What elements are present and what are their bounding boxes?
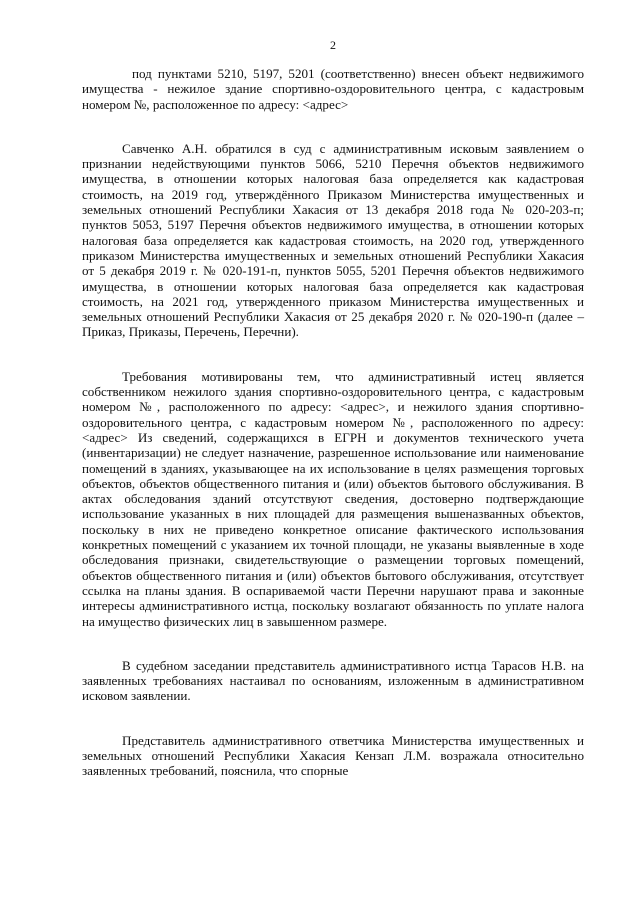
paragraph-claim: Савченко А.Н. обратился в суд с административным исковым заявлением о признании недействующими пунктов 5066, 5210 Перечня объектов недвижимого имущества, в отношении которых налоговая база определяется как кадастровая стоимость, на 2019 год, утверждённого Приказом Министерства имущественных и земельных отношений Республики Хакасия от 13 декабря 2018 года № 020-203-п; пунктов 5053, 5197 Перечня объектов недвижимого имущества, в отношении которых налоговая база определяется как кадастровая стоимость, на 2020 год, утвержденного приказом Министерства имущественных и земельных отношений Республики Хакасия от 5 декабря 2019 г. № 020-191-п, пунктов 5055, 5201 Перечня объектов недвижимого имущества, в отношении которых налоговая база определяется как кадастровая стоимость, на 2021 год, утвержденного приказом Министерства имущественных и земельных отношений Республики Хакасия от 25 декабря 2020 г. № 020-190-п (далее – Приказ, Приказы, Перечень, Перечни). (82, 140, 584, 340)
page-number: 2 (330, 38, 336, 52)
paragraph-defendant-representative: Представитель административного ответчика Министерства имущественных и земельных отношений Республики Хакасия Кензап Л.М. возражала относительно заявленных требований, пояснила, что спорные (82, 732, 584, 779)
paragraph-grounds: Требования мотивированы тем, что административный истец является собственником нежилого здания спортивно-оздоровительного центра, с кадастровым номером №, расположенного по адресу: <адрес>, и нежилого здания спортивно-оздоровительного центра, с кадастровым номером №, расположенного по адресу: <адрес> Из сведений, содержащихся в ЕГРН и документов технического учета (инвентаризации) не следует назначение, разрешенное использование или наименование помещений в зданиях, указывающее на их использование в целях размещения торговых объектов, объектов общественного питания и (или) объектов бытового обслуживания. В актах обследования зданий отсутствуют сведения, достоверно подтверждающие использование указанных в них площадей для размещения вышеназванных объектов, поскольку в них не приведено конкретное описание фактического использования конкретных помещений с указанием их точной площади, не указаны выявленные в ходе обследования признаки, свидетельствующие о размещении торговых помещений, объектов общественного питания и (или) объектов бытового обслуживания, отсутствует ссылка на планы здания. В оспариваемой части Перечни нарушают права и законные интересы административного истца, поскольку возлагают обязанность по уплате налога на имущество физических лиц в завышенном размере. (82, 368, 584, 629)
document-body (82, 66, 584, 779)
paragraph-object-description: под пунктами 5210, 5197, 5201 (соответственно) внесен объект недвижимого имущества - нежилое здание спортивно-оздоровительного центра, с кадастровым номером №, расположенное по адресу: <адрес> (82, 66, 584, 112)
paragraph-plaintiff-representative: В судебном заседании представитель административного истца Тарасов Н.В. на заявленных требованиях настаивал по основаниям, изложенным в административном исковом заявлении. (82, 657, 584, 704)
document-page (82, 0, 584, 905)
